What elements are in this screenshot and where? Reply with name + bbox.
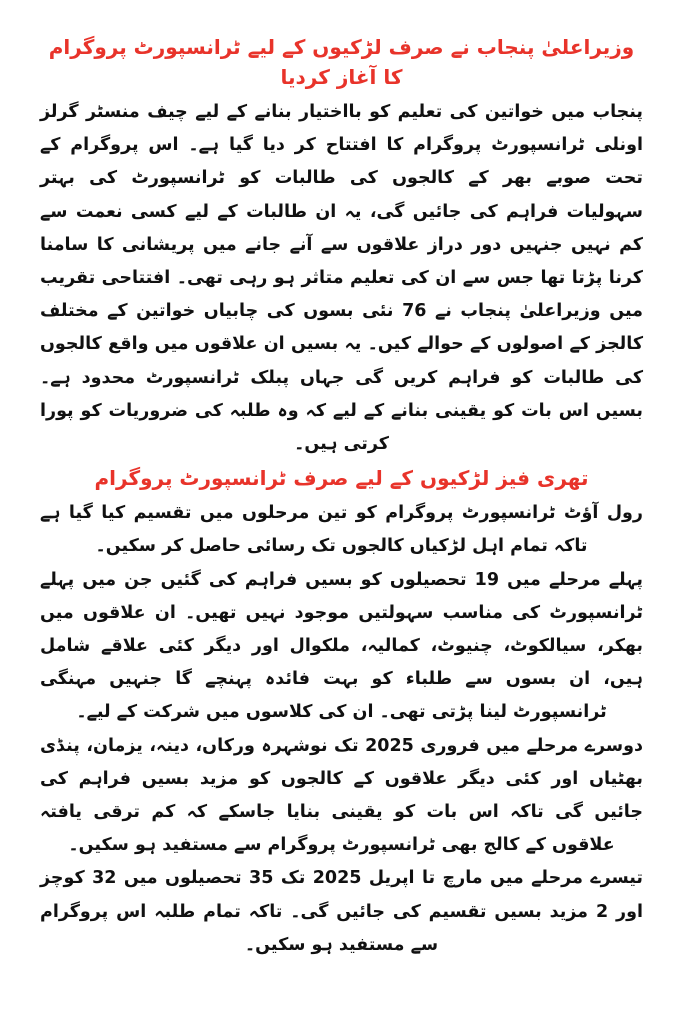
phase-two-paragraph: دوسرے مرحلے میں فروری 2025 تک نوشہرہ ورکاں، دینہ، یزمان، پنڈی بھٹیاں اور کئی دیگر علاقوں کے کالجوں کو مزید بسیں فراہم کی جائیں گی تاکہ اس بات کو یقینی بنایا جاسکے کہ کم ترقی یافتہ علاقوں کے کالج بھی ٹرانسپورٹ پروگرام سے مستفید ہو سکیں۔ [40, 735, 643, 856]
phase-three-paragraph: تیسرے مرحلے میں مارچ تا اپریل 2025 تک 35 تحصیلوں میں 32 کوچز اور 2 مزید بسیں تقسیم کی جائیں گی۔ تاکہ تمام طلبہ اس پروگرام سے مستفید ہو سکیں۔ [40, 868, 643, 955]
intro-paragraph: پنجاب میں خواتین کی تعلیم کو بااختیار بنانے کے لیے چیف منسٹر گرلز اونلی ٹرانسپورٹ پروگرام کا افتتاح کر دیا گیا ہے۔ اس پروگرام کے تحت صوبے بھر کے کالجوں کی طالبات کو ٹرانسپورٹ کی بہتر سہولیات فراہم کی جائیں گی، یہ ان طالبات کے لیے کسی نعمت سے کم نہیں جنہیں دور دراز علاقوں سے آنے جانے میں پریشانی کا سامنا کرنا پڑتا تھا جس سے ان کی تعلیم متاثر ہو رہی تھی۔ افتتاحی تقریب میں وزیراعلیٰ پنجاب نے 76 نئی بسوں کی چابیاں خواتین کے مختلف کالجز کے اصولوں کے حوالے کیں۔ یہ بسیں ان علاقوں میں واقع کالجوں کی طالبات کو فراہم کریں گی جہاں پبلک ٹرانسپورٹ محدود ہے۔ بسیں اس بات کو یقینی بنانے کے لیے کہ وہ طلبہ کی ضروریات کو پورا کرتی ہیں۔ [40, 102, 643, 455]
article-heading: وزیراعلیٰ پنجاب نے صرف لڑکیوں کے لیے ٹرانسپورٹ پروگرام کا آغاز کردیا [48, 35, 635, 89]
phase-one-paragraph: پہلے مرحلے میں 19 تحصیلوں کو بسیں فراہم کی گئیں جن میں پہلے ٹرانسپورٹ کی مناسب سہولتیں موجود نہیں تھیں۔ ان علاقوں میں بھکر، سیالکوٹ، چنیوٹ، کمالیہ، ملکوال اور دیگر کئی علاقے شامل ہیں، ان بسوں سے طلباء کو بہت فائدہ پہنچے گا جنہیں مہنگی ٹرانسپورٹ لینا پڑتی تھی۔ ان کی کلاسوں میں شرکت کے لیے۔ [40, 569, 643, 723]
section-subheading: تھری فیز لڑکیوں کے لیے صرف ٹرانسپورٹ پروگرام [94, 466, 589, 491]
rollout-paragraph: رول آؤٹ ٹرانسپورٹ پروگرام کو تین مرحلوں میں تقسیم کیا گیا ہے تاکہ تمام اہل لڑکیاں کالجوں تک رسائی حاصل کر سکیں۔ [40, 503, 643, 557]
